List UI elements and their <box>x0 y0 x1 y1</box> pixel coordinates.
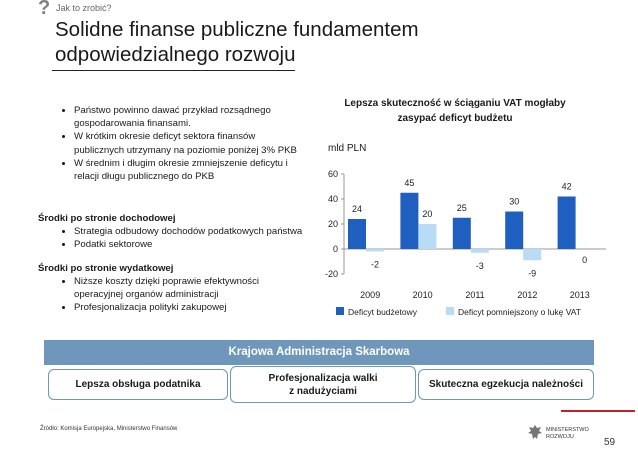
page-number: 59 <box>604 437 616 448</box>
x-category-label: 2013 <box>569 290 590 300</box>
question-mark-icon: ? <box>38 0 51 19</box>
ministry-line-1: MINISTERSTWO <box>546 427 589 433</box>
intro-bullet-list <box>58 104 308 183</box>
bar-value-label: 20 <box>422 209 433 219</box>
legend-label: Deficyt pomniejszony o lukę VAT <box>458 307 581 317</box>
eagle-emblem-icon <box>527 424 543 442</box>
enforcement-box <box>418 369 594 400</box>
bar-budget-deficit <box>505 212 523 250</box>
title-line-1: Solidne finanse publiczne fundamentem <box>55 18 419 41</box>
bar-budget-deficit <box>400 193 418 249</box>
fraud-box-line-1: Profesjonalizacja walki <box>268 372 378 384</box>
expense-item: • Profesjonalizacja polityki zakupowej <box>74 301 308 314</box>
legend-swatch <box>446 307 454 315</box>
legend-label: Deficyt budżetowy <box>348 307 417 317</box>
bar-reduced-deficit <box>366 249 384 252</box>
bar-value-label: 45 <box>404 177 415 188</box>
left-text-panel <box>58 104 308 183</box>
title-underline <box>52 70 295 71</box>
section-question: Jak to zrobić? <box>56 3 112 13</box>
bar-reduced-deficit <box>418 224 436 249</box>
x-category-label: 2009 <box>360 290 381 300</box>
income-list <box>58 225 308 251</box>
y-tick-label: 60 <box>327 169 338 179</box>
expense-item: • Niższe koszty dzięki poprawie efektywności operacyjnej organów administracji <box>74 275 308 301</box>
ministry-line-2: ROZWOJU <box>546 434 574 440</box>
source-note: Źródło: Komisja Europejska, Ministerstwo Finansów <box>40 426 178 432</box>
x-category-label: 2011 <box>465 290 485 300</box>
income-item: • Podatki sektorowe <box>74 238 308 251</box>
enforcement-box-label: Skuteczna egzekucja należności <box>429 379 583 390</box>
x-category-label: 2012 <box>517 290 538 300</box>
chart-title: Lepsza skuteczność w ściąganiu VAT mogłaby zasypać deficyt budżetu <box>344 98 566 124</box>
service-box <box>48 369 228 400</box>
page-title <box>55 17 419 67</box>
title-line-2: odpowiedzialnego rozwoju <box>55 43 296 66</box>
intro-bullet: • W średnim i długim okresie zmniejszenie deficytu i relacji długu publicznego do PKB <box>74 157 308 183</box>
bar-chart <box>318 160 608 325</box>
y-tick-label: 0 <box>332 244 338 254</box>
bar-value-label: -3 <box>475 260 484 271</box>
measures-panel <box>38 212 308 314</box>
bar-budget-deficit <box>453 218 471 249</box>
ministry-logo-text <box>546 427 589 441</box>
bar-value-label: 25 <box>456 202 467 213</box>
y-tick-label: 20 <box>327 219 338 229</box>
fraud-box-line-2: z nadużyciami <box>289 385 357 397</box>
bar-budget-deficit <box>558 197 576 250</box>
intro-bullet: • Państwo powinno dawać przykład rozsądnego gospodarowania finansami. <box>74 104 308 130</box>
income-item: • Strategia odbudowy dochodów podatkowych państwa <box>74 225 308 238</box>
kas-banner: Krajowa Administracja Skarbowa <box>44 340 594 365</box>
bar-reduced-deficit <box>523 249 541 260</box>
expense-list <box>58 275 308 315</box>
bar-value-label: 30 <box>509 196 520 207</box>
legend-swatch <box>336 307 344 315</box>
bar-reduced-deficit <box>471 249 489 253</box>
bar-value-label: 0 <box>582 255 588 265</box>
chart-unit-label: mld PLN <box>328 143 367 154</box>
service-box-label: Lepsza obsługa podatnika <box>75 379 201 390</box>
fraud-box <box>230 366 416 403</box>
intro-bullet: • W krótkim okresie deficyt sektora finansów publicznych utrzymany na poziomie poniżej 3% PKB <box>74 130 308 156</box>
expense-heading: Środki po stronie wydatkowej <box>38 262 174 274</box>
income-heading: Środki po stronie dochodowej <box>38 213 176 224</box>
bar-value-label: 42 <box>561 181 572 192</box>
bar-value-label: 24 <box>351 204 363 214</box>
bar-value-label: -2 <box>370 259 380 270</box>
footer-red-line <box>561 410 635 412</box>
bar-value-label: -9 <box>528 268 537 279</box>
bar-budget-deficit <box>348 219 366 249</box>
y-tick-label: 40 <box>327 194 338 204</box>
x-category-label: 2010 <box>412 290 433 300</box>
y-tick-label: -20 <box>324 269 338 279</box>
